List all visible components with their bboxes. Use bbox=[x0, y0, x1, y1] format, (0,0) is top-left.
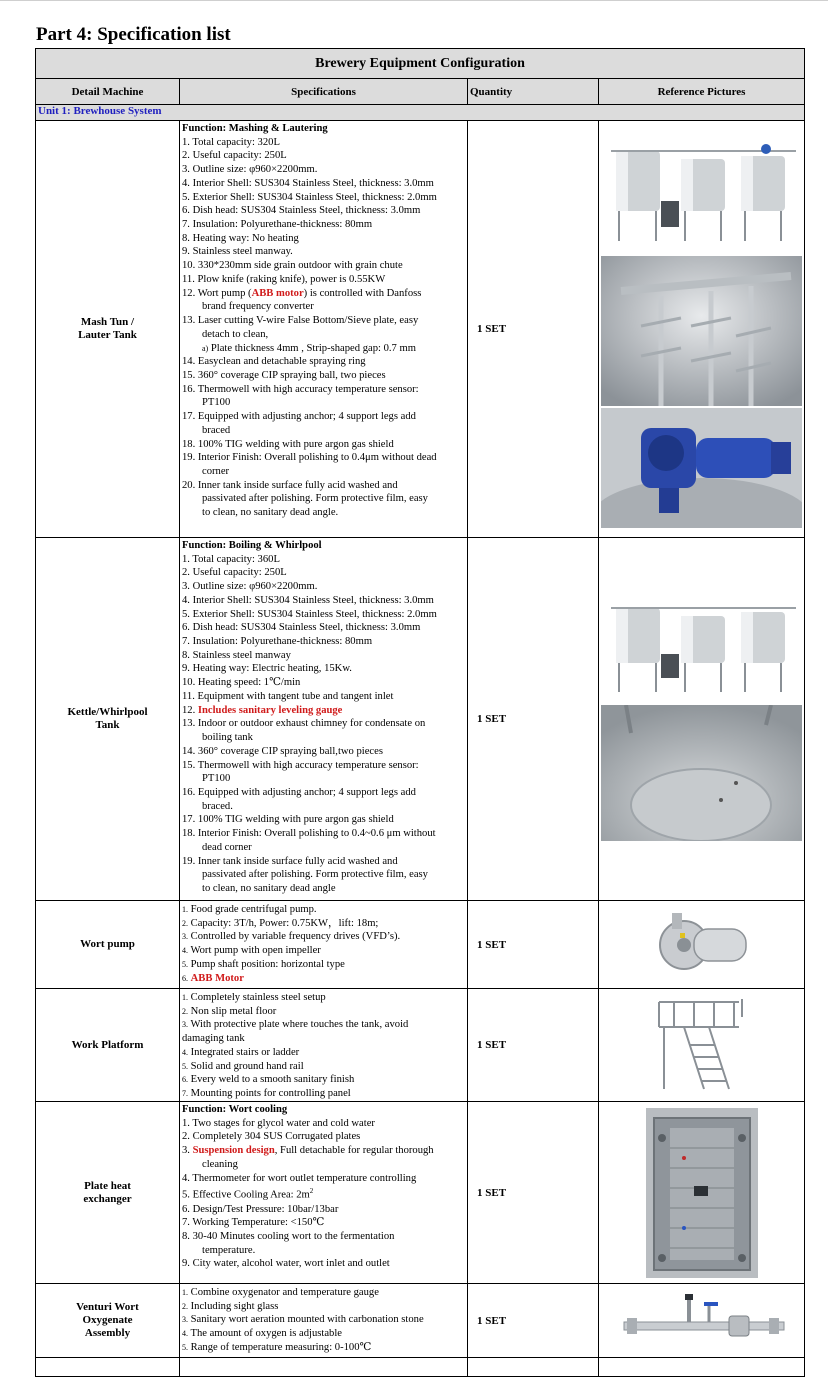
col-header-specs: Specifications bbox=[179, 78, 468, 105]
spec-line: 3. Outline size: φ960×2200mm. bbox=[182, 164, 318, 176]
spec-line: 8. Stainless steel manway bbox=[182, 649, 291, 661]
spec-line: PT100 bbox=[202, 397, 231, 409]
function-label: Function: Boiling & Whirlpool bbox=[182, 540, 322, 551]
spec-line: 17. Equipped with adjusting anchor; 4 support legs add bbox=[182, 411, 416, 423]
spec-line: 11. Plow knife (raking knife), power is 0.55KW bbox=[182, 273, 386, 285]
spec-cell-plate-heat-exchanger bbox=[179, 1101, 468, 1284]
spec-line: PT100 bbox=[202, 773, 231, 785]
next-row-spec-cell bbox=[179, 1357, 468, 1377]
spec-line: 8. 30-40 Minutes cooling wort to the fermentation bbox=[182, 1231, 395, 1242]
spec-line: cleaning bbox=[202, 1158, 238, 1170]
spec-line: 2. Useful capacity: 250L bbox=[182, 150, 287, 162]
spec-line: 4. Interior Shell: SUS304 Stainless Steel, thickness: 3.0mm bbox=[182, 177, 434, 189]
spec-line: 19. Inner tank inside surface fully acid washed and bbox=[182, 855, 398, 867]
spec-line: 6. Design/Test Pressure: 10bar/13bar bbox=[182, 1203, 339, 1215]
spec-line: 4. The amount of oxygen is adjustable bbox=[182, 1328, 342, 1340]
spec-cell-mash-tun bbox=[179, 120, 468, 538]
spec-line: 11. Equipment with tangent tube and tangent inlet bbox=[182, 690, 394, 702]
spec-line: 9. City water, alcohol water, wort inlet and outlet bbox=[182, 1258, 390, 1270]
spec-line: boiling tank bbox=[202, 732, 253, 744]
spec-line: 7. Insulation: Polyurethane-thickness: 80mm bbox=[182, 636, 373, 648]
unit-row bbox=[35, 104, 805, 121]
machine-cell-venturi: Venturi Wort Oxygenate Assembly bbox=[35, 1283, 180, 1358]
next-row-quantity-cell bbox=[467, 1357, 599, 1377]
highlight-leveling-gauge: Includes sanitary leveling gauge bbox=[197, 704, 343, 716]
spec-line: 2. Including sight glass bbox=[182, 1300, 279, 1312]
quantity-cell: 1 SET bbox=[467, 120, 599, 538]
spec-line: 10. 330*230mm side grain outdoor with grain chute bbox=[182, 260, 403, 272]
spec-line: 15. Thermowell with high accuracy temperature sensor: bbox=[182, 759, 419, 771]
col-header-pictures: Reference Pictures bbox=[598, 78, 805, 105]
spec-line: 2. Completely 304 SUS Corrugated plates bbox=[182, 1131, 361, 1143]
col-header-quantity: Quantity bbox=[467, 78, 599, 105]
spec-line: 2. Capacity: 3T/h, Power: 0.75KW，lift: 18m; bbox=[182, 917, 379, 929]
spec-line: 5. Exterior Shell: SUS304 Stainless Steel, thickness: 2.0mm bbox=[182, 608, 437, 620]
picture-cell-mash-tun bbox=[598, 120, 805, 538]
spec-line: 1. Two stages for glycol water and cold water bbox=[182, 1117, 375, 1129]
picture-cell-plate-heat-exchanger bbox=[598, 1101, 805, 1284]
next-row-picture-cell bbox=[598, 1357, 805, 1377]
spec-line: 7. Working Temperature: <150℃ bbox=[182, 1217, 325, 1229]
spec-line: 4. Wort pump with open impeller bbox=[182, 945, 321, 957]
spec-line: 6. Dish head: SUS304 Stainless Steel, thickness: 3.0mm bbox=[182, 205, 421, 217]
spec-line: to clean, no sanitary dead angle. bbox=[202, 507, 339, 519]
highlight-abb-motor: ABB motor bbox=[251, 287, 304, 299]
brewhouse-photo bbox=[601, 590, 801, 700]
spec-line: 19. Interior Finish: Overall polishing to 0.4μm without dead bbox=[182, 452, 437, 464]
col-header-machine: Detail Machine bbox=[35, 78, 180, 105]
platform-photo bbox=[654, 997, 754, 1093]
unit-label: Unit 1: Brewhouse System bbox=[38, 105, 162, 117]
spec-line: 9. Stainless steel manway. bbox=[182, 246, 293, 258]
spec-line: 16. Equipped with adjusting anchor; 4 support legs add bbox=[182, 786, 416, 798]
picture-cell-venturi bbox=[598, 1283, 805, 1358]
spec-line: braced bbox=[202, 424, 231, 436]
machine-cell-plate-heat-exchanger: Plate heat exchanger bbox=[35, 1101, 180, 1284]
spec-line: 18. 100% TIG welding with pure argon gas shield bbox=[182, 438, 394, 450]
spec-line: 1. Completely stainless steel setup bbox=[182, 992, 326, 1003]
spec-cell-wort-pump bbox=[179, 900, 468, 989]
spec-line: corner bbox=[202, 465, 230, 477]
spec-line: brand frequency converter bbox=[202, 301, 314, 313]
spec-line: dead corner bbox=[202, 841, 252, 853]
spec-line: 17. 100% TIG welding with pure argon gas shield bbox=[182, 814, 394, 826]
highlight-abb-motor: ABB Motor bbox=[190, 972, 244, 984]
quantity-cell: 1 SET bbox=[467, 988, 599, 1102]
spec-line: 3. With protective plate where touches the tank, avoid bbox=[182, 1019, 409, 1031]
machine-cell-wort-pump: Wort pump bbox=[35, 900, 180, 989]
spec-line: 3. Suspension design, Full detachable for regular thorough bbox=[182, 1145, 434, 1157]
spec-line: 14. Easyclean and detachable spraying ring bbox=[182, 356, 366, 368]
spec-line: 9. Heating way: Electric heating, 15Kw. bbox=[182, 663, 352, 675]
spec-line: temperature. bbox=[202, 1244, 256, 1256]
spec-line: 6. Every weld to a smooth sanitary finish bbox=[182, 1074, 355, 1086]
spec-line: 5. Effective Cooling Area: $2m^2$ bbox=[182, 1187, 314, 1201]
spec-line: damaging tank bbox=[182, 1033, 245, 1045]
spec-line: 4. Integrated stairs or ladder bbox=[182, 1046, 300, 1058]
quantity-cell: 1 SET bbox=[467, 1283, 599, 1358]
function-label: Function: Wort cooling bbox=[182, 1104, 288, 1115]
spec-line: 7. Mounting points for controlling panel bbox=[182, 1088, 351, 1100]
spec-line: 5. Solid and ground hand rail bbox=[182, 1060, 304, 1072]
spec-line: 8. Heating way: No heating bbox=[182, 232, 299, 244]
spec-line: 20. Inner tank inside surface fully acid washed and bbox=[182, 479, 398, 491]
spec-line: 15. 360° coverage CIP spraying ball, two pieces bbox=[182, 369, 386, 381]
heat-exchanger-photo bbox=[646, 1108, 758, 1278]
kettle-interior-photo bbox=[601, 705, 802, 841]
spec-line: 7. Insulation: Polyurethane-thickness: 80mm bbox=[182, 219, 373, 231]
spec-line: a) Plate thickness 4mm , Strip-shaped gap: 0.7 mm bbox=[202, 342, 416, 354]
picture-cell-wort-pump bbox=[598, 900, 805, 989]
spec-line: 4. Interior Shell: SUS304 Stainless Steel, thickness: 3.0mm bbox=[182, 594, 434, 606]
spec-line: detach to clean, bbox=[202, 328, 269, 340]
spec-line: 12. Includes sanitary leveling gauge bbox=[182, 704, 343, 716]
spec-line: 10. Heating speed: 1℃/min bbox=[182, 677, 301, 689]
spec-line: passivated after polishing. Form protective film, easy bbox=[202, 869, 428, 881]
picture-cell-kettle bbox=[598, 537, 805, 901]
function-label: Function: Mashing & Lautering bbox=[182, 123, 328, 134]
picture-cell-work-platform bbox=[598, 988, 805, 1102]
quantity-cell: 1 SET bbox=[467, 537, 599, 901]
next-row-machine-cell bbox=[35, 1357, 180, 1377]
gearmotor-photo bbox=[601, 408, 802, 528]
spec-line: braced. bbox=[202, 800, 233, 812]
oxygenator-photo bbox=[619, 1290, 789, 1352]
spec-line: 1. Total capacity: 360L bbox=[182, 553, 280, 565]
table-title: Brewery Equipment Configuration bbox=[35, 48, 805, 79]
machine-cell-mash-tun: Mash Tun / Lauter Tank bbox=[35, 120, 180, 538]
spec-line: 1. Total capacity: 320L bbox=[182, 136, 280, 148]
spec-line: 18. Interior Finish: Overall polishing to 0.4~0.6 μm without bbox=[182, 828, 436, 840]
machine-cell-work-platform: Work Platform bbox=[35, 988, 180, 1102]
top-divider bbox=[0, 0, 828, 1]
machine-cell-kettle: Kettle/Whirlpool Tank bbox=[35, 537, 180, 901]
highlight-suspension-design: Suspension design bbox=[192, 1145, 275, 1157]
spec-line: to clean, no sanitary dead angle bbox=[202, 882, 336, 894]
spec-line: 4. Thermometer for wort outlet temperature controlling bbox=[182, 1172, 417, 1184]
spec-line: 2. Useful capacity: 250L bbox=[182, 567, 287, 579]
page-title: Part 4: Specification list bbox=[36, 24, 231, 45]
spec-line: 5. Range of temperature measuring: 0-100℃ bbox=[182, 1341, 372, 1353]
spec-line: 1. Food grade centrifugal pump. bbox=[182, 904, 317, 915]
spec-line: 16. Thermowell with high accuracy temperature sensor: bbox=[182, 383, 419, 395]
brewhouse-photo bbox=[601, 131, 801, 251]
quantity-cell: 1 SET bbox=[467, 1101, 599, 1284]
spec-line: 13. Laser cutting V-wire False Bottom/Sieve plate, easy bbox=[182, 315, 419, 327]
quantity-cell: 1 SET bbox=[467, 900, 599, 989]
pump-photo bbox=[654, 907, 754, 979]
spec-line: 3. Controlled by variable frequency drives (VFD’s). bbox=[182, 931, 401, 943]
spec-line: 14. 360° coverage CIP spraying ball,two pieces bbox=[182, 745, 383, 757]
spec-cell-kettle bbox=[179, 537, 468, 901]
mash-interior-photo bbox=[601, 256, 802, 406]
spec-line: 5. Pump shaft position: horizontal type bbox=[182, 958, 345, 970]
spec-line: 6. ABB Motor bbox=[182, 972, 244, 984]
spec-line: 1. Combine oxygenator and temperature gauge bbox=[182, 1287, 379, 1298]
spec-line: 5. Exterior Shell: SUS304 Stainless Steel, thickness: 2.0mm bbox=[182, 191, 437, 203]
spec-line: 3. Outline size: φ960×2200mm. bbox=[182, 581, 318, 593]
spec-cell-venturi bbox=[179, 1283, 468, 1358]
spec-cell-work-platform bbox=[179, 988, 468, 1102]
spec-line: 6. Dish head: SUS304 Stainless Steel, thickness: 3.0mm bbox=[182, 622, 421, 634]
spec-line: 2. Non slip metal floor bbox=[182, 1005, 277, 1017]
spec-line: 12. Wort pump (ABB motor) is controlled with Danfoss bbox=[182, 287, 422, 299]
spec-line: 3. Sanitary wort aeration mounted with carbonation stone bbox=[182, 1314, 424, 1326]
spec-line: passivated after polishing. Form protective film, easy bbox=[202, 493, 428, 505]
spec-line: 13. Indoor or outdoor exhaust chimney for condensate on bbox=[182, 718, 426, 730]
